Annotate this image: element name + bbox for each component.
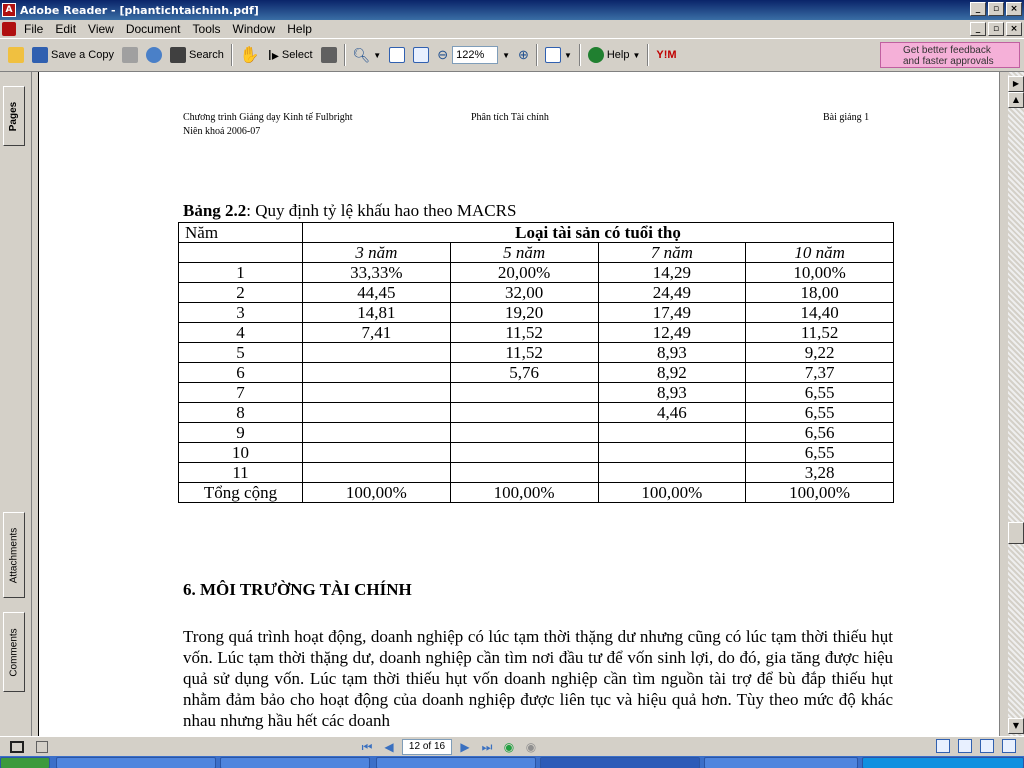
toolbar xyxy=(0,38,1024,72)
rate-cell: 100,00% xyxy=(450,483,598,503)
print-button[interactable] xyxy=(118,43,142,67)
navigation-pane xyxy=(0,72,32,736)
zoom-out-button[interactable] xyxy=(433,43,452,67)
single-page-icon[interactable] xyxy=(936,739,950,753)
year-cell: 3 xyxy=(179,303,303,323)
chevron-down-icon: ▼ xyxy=(502,50,511,60)
rate-cell: 8,93 xyxy=(598,383,746,403)
save-icon xyxy=(32,47,48,63)
title-bar xyxy=(0,0,1024,20)
pdf-page xyxy=(38,72,1000,736)
subheader-5-years: 5 năm xyxy=(450,243,598,263)
rate-cell: 10,00% xyxy=(746,263,894,283)
table-row xyxy=(179,323,894,343)
status-bar xyxy=(0,736,1024,756)
search-button[interactable] xyxy=(166,43,228,67)
menu-document[interactable]: Document xyxy=(125,22,181,36)
tab-comments[interactable]: Comments xyxy=(3,612,25,692)
hand-tool-button[interactable] xyxy=(236,43,264,67)
minus-circle-icon: ⊖ xyxy=(437,47,449,62)
rate-cell xyxy=(450,463,598,483)
section-paragraph: Trong quá trình hoạt động, doanh nghiệp có lúc tạm thời thặng dư nhưng cũng có lúc tạm thời thiếu hụt vốn. Lúc tạm thời thặng dư, doanh nghiệp cần tìm nơi đầu tư để vốn sinh lợi, do đó, gia tăng được hiệu quả sử dụng vốn. Lúc tạm thời thiếu hụt vốn doanh nghiệp cần tìm nguồn tài trợ để bù đắp thiếu hụt nhằm đảm bảo cho hoạt động của doanh nghiệp được liên tục và hiệu quả hơn. Tùy theo mức độ khác nhau nhưng hầu hết các doanh xyxy=(183,627,893,730)
year-cell: 10 xyxy=(179,443,303,463)
section-heading: 6. MÔI TRƯỜNG TÀI CHÍNH xyxy=(183,580,412,599)
tab-pages[interactable]: Pages xyxy=(3,86,25,146)
table-header-row xyxy=(179,223,894,243)
year-cell: 9 xyxy=(179,423,303,443)
table-row xyxy=(179,463,894,483)
rate-cell: 44,45 xyxy=(303,283,451,303)
table-row xyxy=(179,303,894,323)
rate-cell xyxy=(450,403,598,423)
doc-close-button[interactable]: × xyxy=(1006,22,1022,36)
rate-cell: 33,33% xyxy=(303,263,451,283)
rate-cell: 9,22 xyxy=(746,343,894,363)
table-row xyxy=(179,383,894,403)
year-cell: 8 xyxy=(179,403,303,423)
rate-cell xyxy=(303,343,451,363)
document-view[interactable] xyxy=(33,72,1008,736)
macrs-table xyxy=(178,222,894,503)
print-icon xyxy=(122,47,138,63)
doc-restore-button[interactable]: ▫ xyxy=(988,22,1004,36)
rate-cell xyxy=(303,383,451,403)
rate-cell xyxy=(450,443,598,463)
continuous-icon[interactable] xyxy=(958,739,972,753)
menu-help[interactable]: Help xyxy=(287,22,312,36)
rate-cell: 11,52 xyxy=(450,323,598,343)
rate-cell: 5,76 xyxy=(450,363,598,383)
rate-cell: 8,92 xyxy=(598,363,746,383)
subheader-10-years: 10 năm xyxy=(746,243,894,263)
camera-icon xyxy=(321,47,337,63)
system-tray xyxy=(862,757,1024,768)
year-cell: Tổng cộng xyxy=(179,483,303,503)
continuous-facing-icon[interactable] xyxy=(1002,739,1016,753)
rate-cell xyxy=(598,443,746,463)
rate-cell: 32,00 xyxy=(450,283,598,303)
next-view-button[interactable]: ◉ xyxy=(525,739,537,754)
scroll-page-up-button[interactable]: ▶ xyxy=(1008,76,1024,92)
year-cell: 7 xyxy=(179,383,303,403)
previous-page-button[interactable]: ◀ xyxy=(384,739,394,754)
subheader-7-years: 7 năm xyxy=(598,243,746,263)
doc-minimize-button[interactable]: _ xyxy=(970,22,986,36)
header-lecture: Bài giảng 1 xyxy=(823,112,870,123)
header-course: Phân tích Tài chính xyxy=(471,112,549,123)
rate-cell: 17,49 xyxy=(598,303,746,323)
snapshot-button[interactable] xyxy=(317,43,341,67)
scroll-down-button[interactable]: ▼ xyxy=(1008,718,1024,734)
rate-cell: 14,81 xyxy=(303,303,451,323)
year-cell: 4 xyxy=(179,323,303,343)
feedback-banner[interactable]: Get better feedback and faster approvals xyxy=(880,42,1020,68)
table-row xyxy=(179,443,894,463)
rate-cell xyxy=(303,443,451,463)
rate-cell: 100,00% xyxy=(303,483,451,503)
rate-cell: 14,29 xyxy=(598,263,746,283)
rate-cell: 8,93 xyxy=(598,343,746,363)
rate-cell: 14,40 xyxy=(746,303,894,323)
menu-edit[interactable]: Edit xyxy=(55,22,77,36)
hand-icon: ✋ xyxy=(239,47,260,64)
start-button[interactable] xyxy=(0,757,50,768)
facing-icon[interactable] xyxy=(980,739,994,753)
fit-width-icon xyxy=(413,47,429,63)
scroll-up-button[interactable]: ▲ xyxy=(1008,92,1024,108)
header-year: Niên khoá 2006-07 xyxy=(183,126,261,137)
zoom-dropdown-button[interactable] xyxy=(498,43,514,67)
rate-cell xyxy=(303,363,451,383)
table-row xyxy=(179,343,894,363)
plus-circle-icon: ⊕ xyxy=(518,47,529,62)
scroll-thumb[interactable] xyxy=(1008,522,1024,544)
rate-cell: 11,52 xyxy=(746,323,894,343)
rate-cell: 4,46 xyxy=(598,403,746,423)
rate-cell xyxy=(303,403,451,423)
menu-window[interactable]: Window xyxy=(232,22,276,36)
menu-file[interactable]: File xyxy=(24,22,44,36)
previous-view-button[interactable]: ◉ xyxy=(503,739,515,754)
close-button[interactable]: × xyxy=(1006,2,1022,16)
rate-cell xyxy=(598,463,746,483)
rate-cell xyxy=(303,463,451,483)
help-icon xyxy=(588,47,604,63)
yahoo-icon: Y!M xyxy=(656,49,677,61)
minimize-button[interactable]: _ xyxy=(970,2,986,16)
year-cell: 2 xyxy=(179,283,303,303)
table-row xyxy=(179,283,894,303)
rate-cell xyxy=(303,423,451,443)
rate-cell: 6,55 xyxy=(746,443,894,463)
magnifier-icon: 🔍︎ xyxy=(352,46,371,63)
select-label: Select xyxy=(281,49,313,61)
taskbar-item[interactable] xyxy=(704,757,858,768)
rate-cell: 11,52 xyxy=(450,343,598,363)
zoom-level-input[interactable]: 122% xyxy=(452,46,498,64)
rate-cell: 19,20 xyxy=(450,303,598,323)
text-cursor-icon: Ⅰ▸ xyxy=(267,46,279,63)
tab-attachments[interactable]: Attachments xyxy=(3,512,25,598)
zoom-in-button[interactable] xyxy=(514,43,533,67)
select-tool-button[interactable] xyxy=(264,43,317,67)
page-size-icon[interactable] xyxy=(36,741,48,753)
help-button[interactable]: Help ▼ xyxy=(584,43,645,67)
save-copy-label: Save a Copy xyxy=(51,49,114,61)
open-button[interactable] xyxy=(4,43,28,67)
header-asset-group: Loại tài sản có tuổi thọ xyxy=(303,223,894,243)
first-page-button[interactable]: ⏮ xyxy=(361,739,373,754)
rate-cell: 7,41 xyxy=(303,323,451,343)
rate-cell: 6,56 xyxy=(746,423,894,443)
table-subheader-row xyxy=(179,243,894,263)
menu-bar xyxy=(0,20,1024,38)
table-row xyxy=(179,423,894,443)
actual-size-button[interactable] xyxy=(385,43,409,67)
document-icon[interactable] xyxy=(2,22,16,36)
rate-cell xyxy=(598,423,746,443)
rate-cell: 12,49 xyxy=(598,323,746,343)
maximize-button[interactable]: ▫ xyxy=(988,2,1004,16)
rate-cell: 100,00% xyxy=(746,483,894,503)
taskbar-item[interactable] xyxy=(220,757,370,768)
rate-cell: 18,00 xyxy=(746,283,894,303)
zoom-in-tool-button[interactable]: 🔍︎ ▼ xyxy=(352,46,382,63)
os-taskbar xyxy=(0,756,1024,768)
rate-cell: 7,37 xyxy=(746,363,894,383)
rate-cell: 100,00% xyxy=(598,483,746,503)
table-row xyxy=(179,483,894,503)
rate-cell xyxy=(450,383,598,403)
page-layout-icon[interactable] xyxy=(10,741,24,753)
rate-cell: 6,55 xyxy=(746,403,894,423)
adobe-reader-icon: A xyxy=(2,3,16,17)
rate-cell: 24,49 xyxy=(598,283,746,303)
menu-tools[interactable]: Tools xyxy=(192,22,221,36)
taskbar-item[interactable] xyxy=(56,757,216,768)
open-folder-icon xyxy=(8,47,24,63)
taskbar-item[interactable] xyxy=(376,757,536,768)
email-button[interactable] xyxy=(142,43,166,67)
fit-width-button[interactable] xyxy=(409,43,433,67)
rate-cell xyxy=(450,423,598,443)
vertical-scrollbar[interactable] xyxy=(1008,72,1024,736)
table-row xyxy=(179,263,894,283)
year-cell: 6 xyxy=(179,363,303,383)
help-label: Help xyxy=(606,49,630,61)
table-row xyxy=(179,363,894,383)
rate-cell: 20,00% xyxy=(450,263,598,283)
binoculars-icon xyxy=(170,47,186,63)
table-row xyxy=(179,403,894,423)
actual-size-icon xyxy=(389,47,405,63)
page-options-button[interactable]: ▼ xyxy=(541,43,576,67)
year-cell: 11 xyxy=(179,463,303,483)
header-year-col: Năm xyxy=(179,223,303,243)
rate-cell: 6,55 xyxy=(746,383,894,403)
yahoo-toolbar-button[interactable] xyxy=(652,43,680,67)
email-icon xyxy=(146,47,162,63)
subheader-3-years: 3 năm xyxy=(303,243,451,263)
header-institution: Chương trình Giảng dạy Kinh tế Fulbright xyxy=(183,112,353,123)
save-copy-button[interactable] xyxy=(28,43,118,67)
next-page-button[interactable]: ▶ xyxy=(460,739,470,754)
year-cell: 5 xyxy=(179,343,303,363)
search-label: Search xyxy=(188,49,224,61)
year-cell: 1 xyxy=(179,263,303,283)
window-title: Adobe Reader - [phantichtaichinh.pdf] xyxy=(20,3,259,17)
rate-cell: 3,28 xyxy=(746,463,894,483)
page-number-input[interactable]: 12 of 16 xyxy=(402,739,452,755)
taskbar-item-active[interactable] xyxy=(540,757,700,768)
table-caption: Bảng 2.2: Quy định tỷ lệ khấu hao theo MACRS xyxy=(183,201,517,220)
page-icon xyxy=(545,47,561,63)
menu-view[interactable]: View xyxy=(88,22,114,36)
last-page-button[interactable]: ⏭ xyxy=(481,739,493,754)
